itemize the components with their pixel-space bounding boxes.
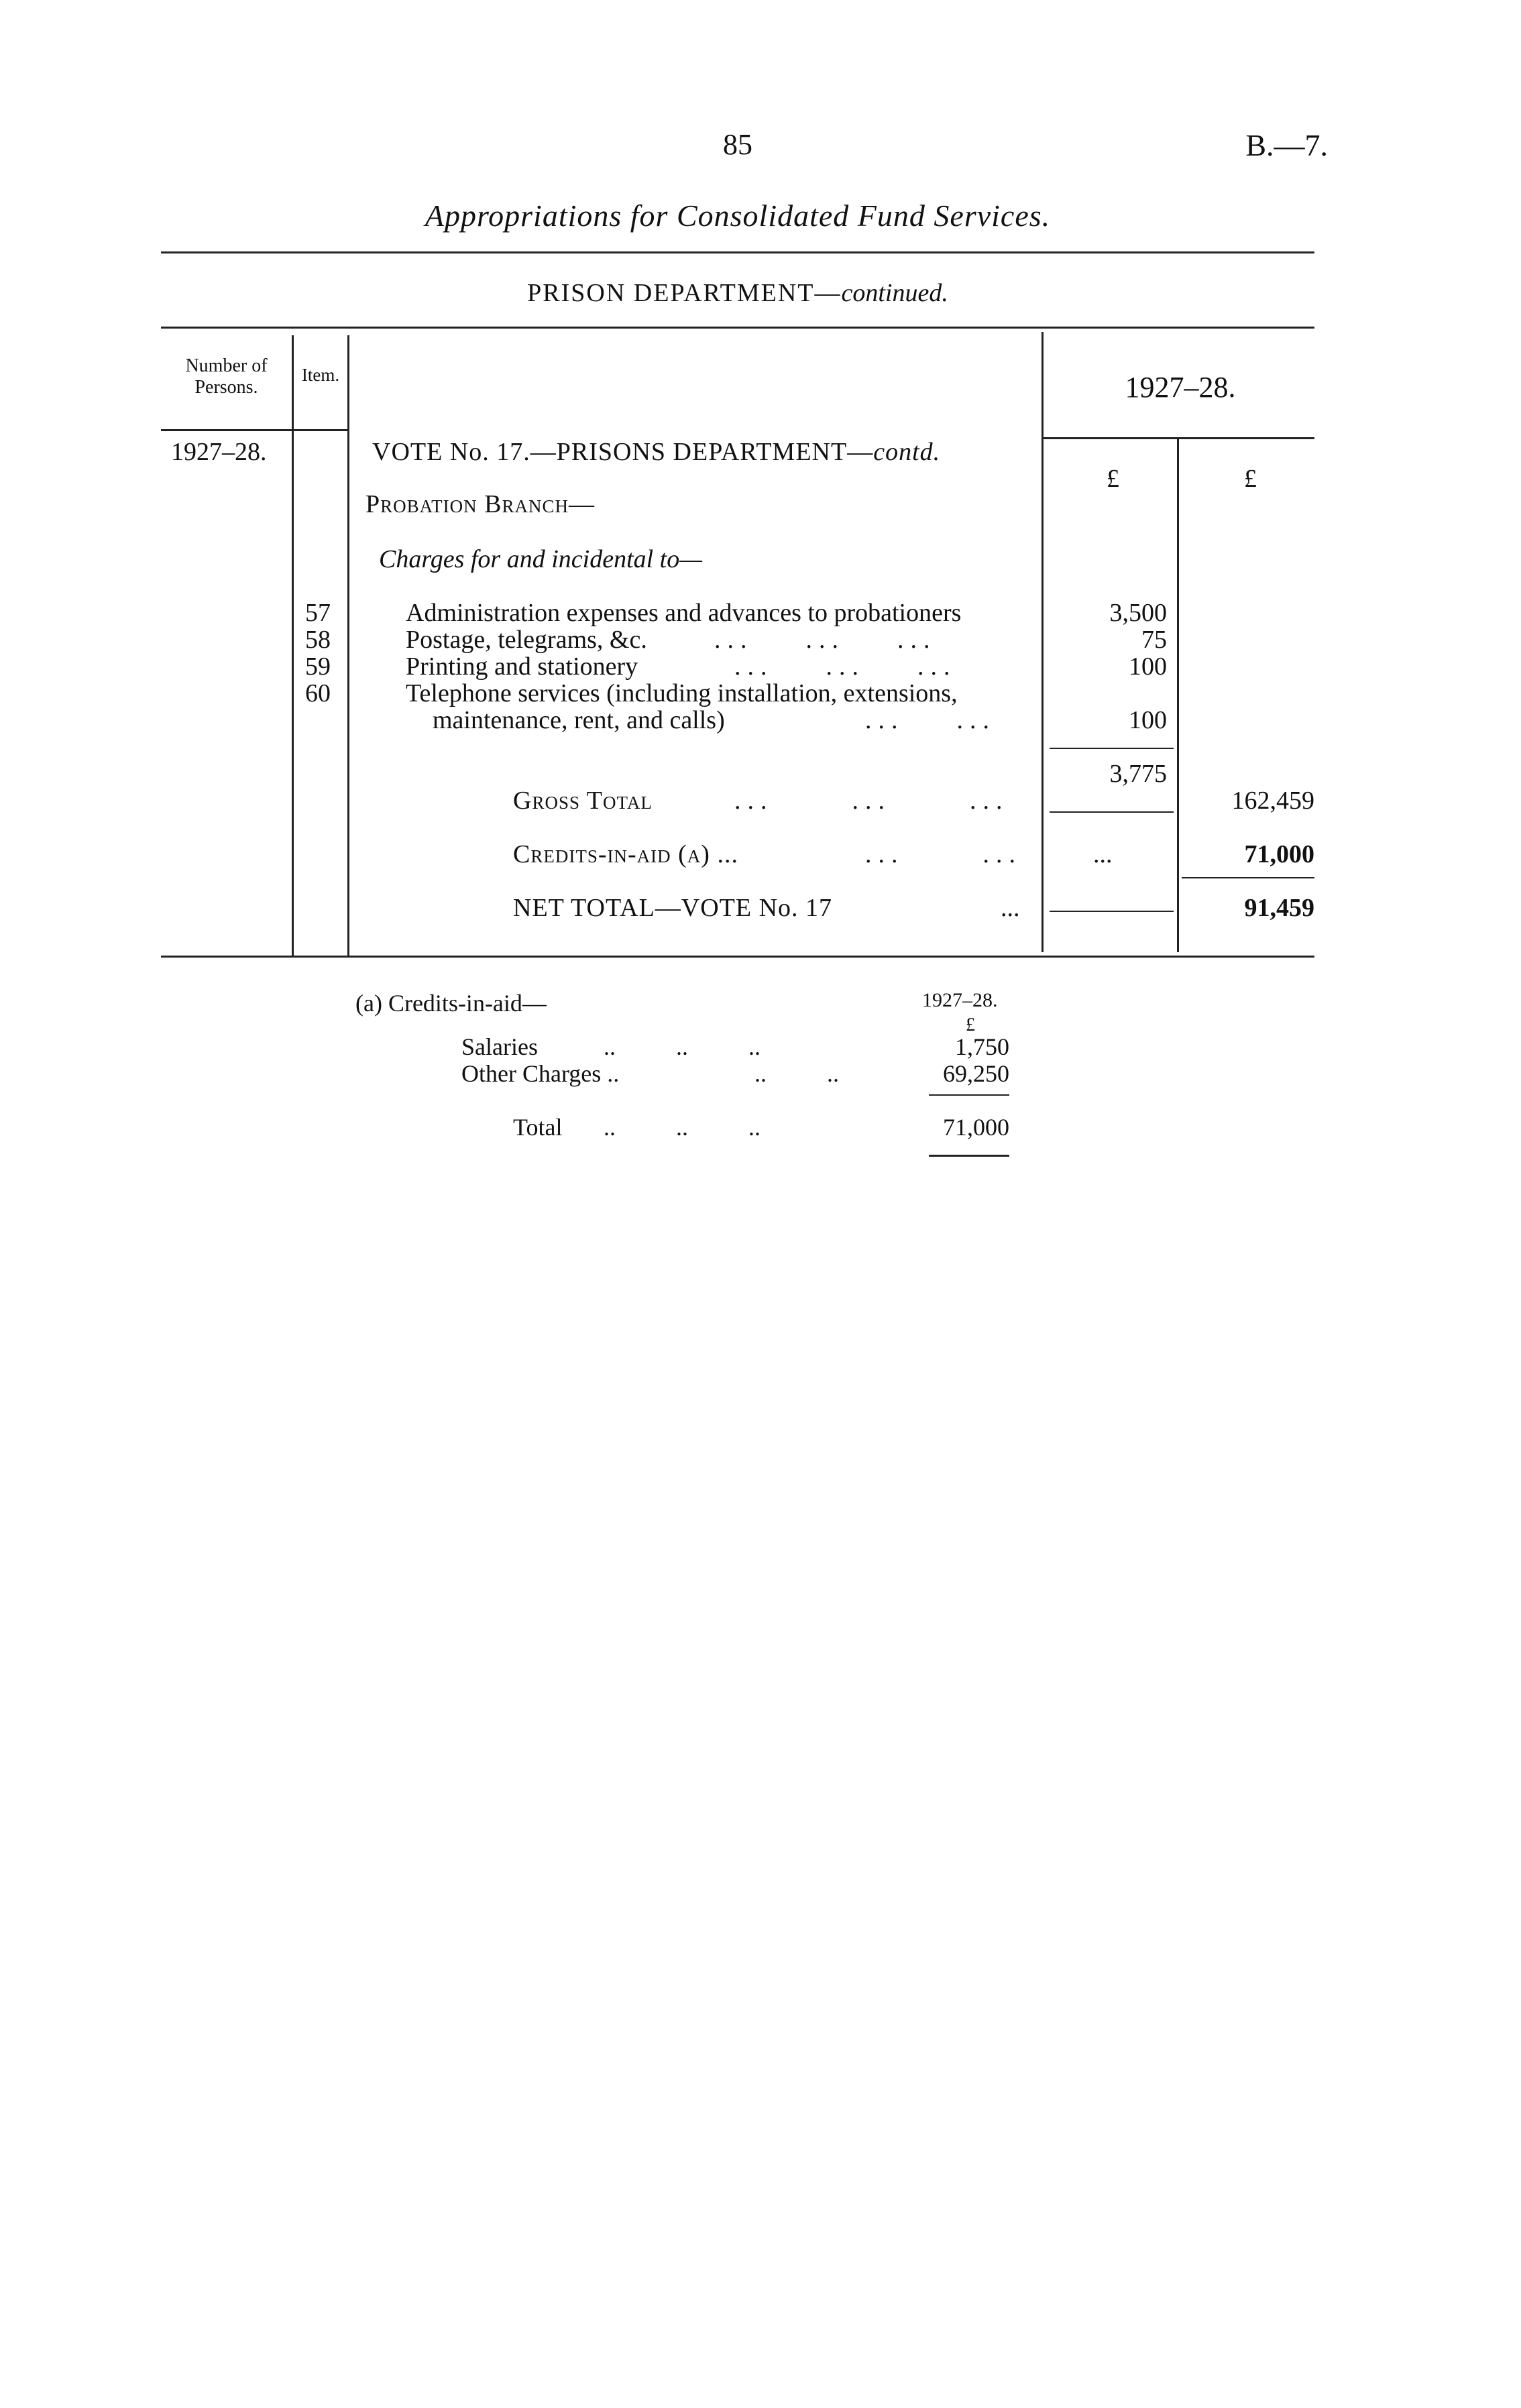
item-continuation: maintenance, rent, and calls) (433, 706, 725, 734)
currency-symbol-col1: £ (1107, 465, 1119, 493)
item-number: 57 (305, 599, 331, 627)
col-divider-persons (292, 335, 294, 956)
department-title-main: PRISON DEPARTMENT— (527, 279, 842, 307)
item-continuation-leaders: ... ... (865, 706, 996, 734)
footnote-total-rule (929, 1094, 1009, 1096)
vote-title-contd: contd. (873, 438, 941, 466)
header-bottom-rule-left (161, 429, 349, 431)
net-total-leaders: ... (1001, 894, 1020, 922)
credits-in-aid-label: Credits-in-aid (a) ... (513, 840, 738, 868)
item-description: Postage, telegrams, &c. (406, 626, 647, 654)
credits-in-aid-leaders: ... ... (865, 840, 1022, 868)
credits-in-aid-amount: 71,000 (1244, 840, 1314, 868)
gross-total-amount: 162,459 (1231, 787, 1314, 815)
footnote-total-underline (929, 1155, 1009, 1157)
item-leaders: ... ... ... (714, 626, 937, 654)
table-bottom-rule (161, 956, 1314, 958)
item-number: 59 (305, 652, 331, 681)
gross-total-rule (1050, 811, 1174, 813)
item-number: 60 (305, 679, 331, 707)
subtotal-amount: 3,775 (1109, 760, 1167, 788)
item-amount: 100 (1129, 652, 1167, 681)
credits-in-aid-rule (1182, 877, 1314, 878)
document-code: B.—7. (1245, 128, 1328, 162)
net-total-rule (1050, 911, 1174, 912)
item-number: 58 (305, 626, 331, 654)
subtotal-rule (1050, 748, 1174, 749)
item-amount: 3,500 (1109, 599, 1167, 627)
persons-year: 1927–28. (171, 438, 267, 466)
footnote-row-label: Salaries (461, 1033, 538, 1060)
col-divider-item (347, 335, 349, 956)
footnote-title: (a) Credits-in-aid— (355, 990, 547, 1017)
header-year: 1927–28. (1125, 371, 1236, 404)
top-rule (161, 251, 1314, 253)
footnote-row-leaders: .. .. (754, 1060, 839, 1087)
item-continuation-amount: 100 (1129, 706, 1167, 734)
gross-total-label: Gross Total (513, 787, 653, 815)
footnote-total-label: Total (513, 1114, 563, 1141)
footnote-currency: £ (966, 1015, 975, 1035)
department-title (161, 278, 1314, 308)
vote-title-main: VOTE No. 17.—PRISONS DEPARTMENT— (372, 438, 874, 466)
charges-heading: Charges for and incidental to— (379, 545, 703, 573)
col-divider-amount-1 (1041, 332, 1044, 952)
footnote-row-label: Other Charges .. (461, 1060, 620, 1087)
net-total-amount: 91,459 (1244, 894, 1314, 922)
col-divider-amount-2 (1177, 439, 1179, 952)
header-item: Item. (301, 365, 340, 385)
page-number: 85 (723, 128, 752, 161)
page-heading: Appropriations for Consolidated Fund Services. (425, 198, 1051, 233)
credits-in-aid-col1: ... (1093, 840, 1113, 868)
footnote-total-leaders: .. .. .. (604, 1114, 760, 1141)
net-total-label: NET TOTAL—VOTE No. 17 (513, 894, 833, 922)
footnote-total-amount: 71,000 (943, 1114, 1009, 1141)
item-description: Telephone services (including installation, extensions, (406, 679, 958, 707)
currency-symbol-col2: £ (1244, 465, 1257, 493)
footnote-row-amount: 69,250 (943, 1060, 1009, 1087)
vote-title (372, 437, 1039, 467)
footnote-row-leaders: .. .. .. (604, 1033, 760, 1060)
gross-total-leaders: ... ... ... (734, 787, 1009, 815)
table-top-rule (161, 327, 1314, 329)
item-description: Administration expenses and advances to probationers (406, 599, 962, 627)
department-title-continued: continued. (841, 279, 948, 307)
branch-title: Probation Branch— (365, 490, 595, 518)
item-description: Printing and stationery (406, 652, 638, 681)
header-number-of-persons: Number of Persons. (185, 355, 268, 398)
item-amount: 75 (1141, 626, 1167, 654)
footnote-year: 1927–28. (922, 989, 998, 1011)
item-leaders: ... ... ... (734, 652, 957, 681)
footnote-row-amount: 1,750 (955, 1033, 1009, 1060)
